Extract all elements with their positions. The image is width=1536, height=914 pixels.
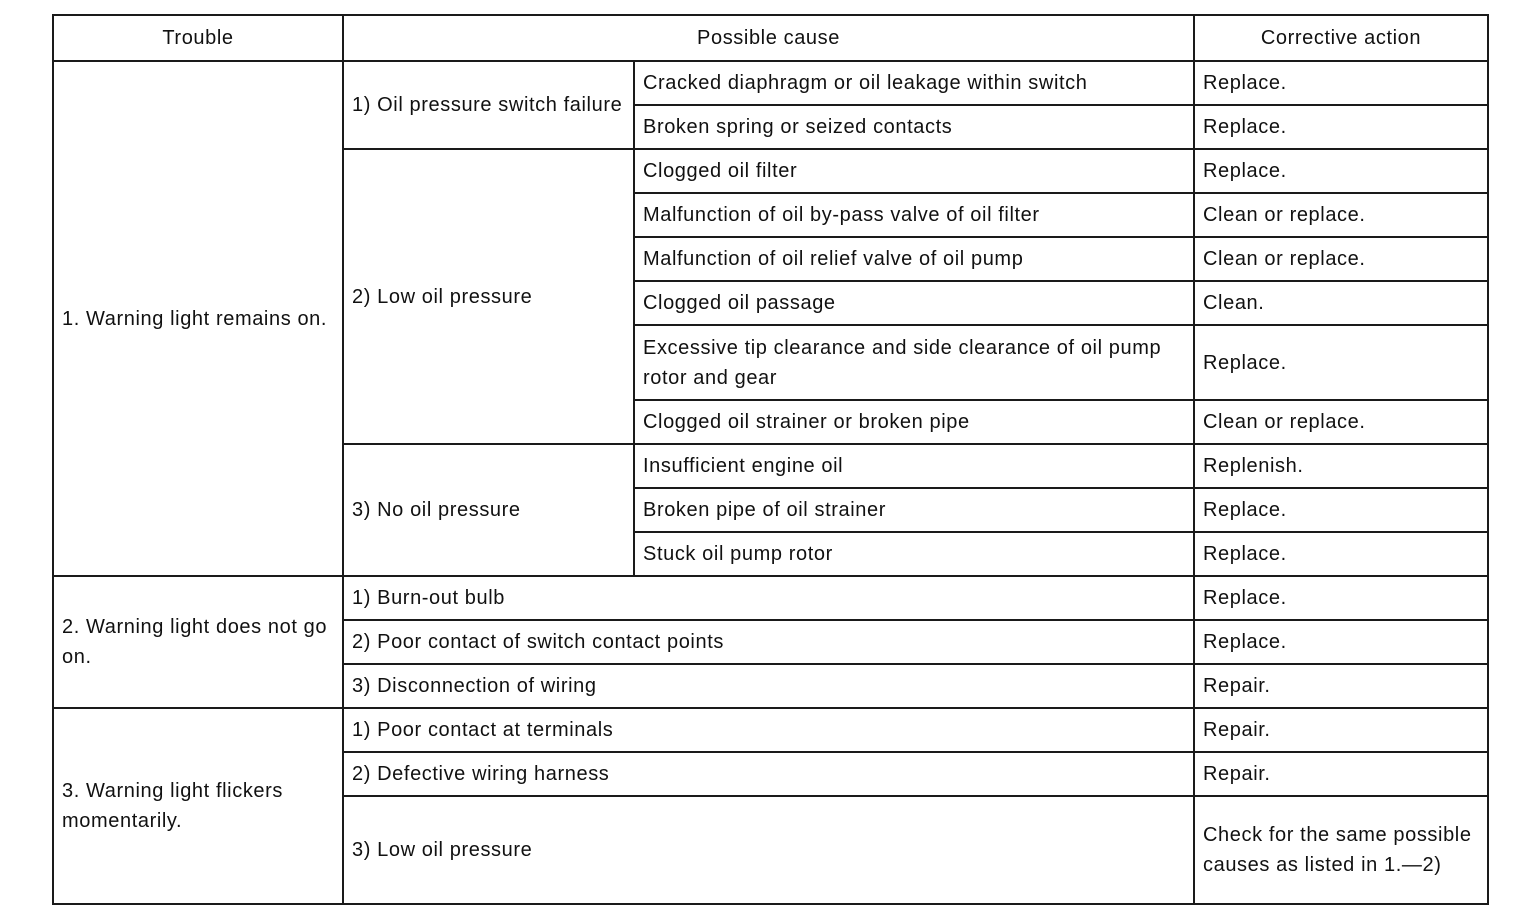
action-cell: Repair. <box>1194 664 1488 708</box>
cause-detail-cell: Cracked diaphragm or oil leakage within switch <box>634 61 1194 105</box>
trouble-cell-3: 3. Warning light flickers momentarily. <box>53 708 343 904</box>
cause-detail-cell: Stuck oil pump rotor <box>634 532 1194 576</box>
cause-detail-cell: Clogged oil passage <box>634 281 1194 325</box>
action-cell: Clean or replace. <box>1194 193 1488 237</box>
action-cell: Check for the same possible causes as listed in 1.—2) <box>1194 796 1488 904</box>
action-cell: Replace. <box>1194 149 1488 193</box>
action-cell: Replace. <box>1194 488 1488 532</box>
table-row <box>53 576 1488 620</box>
header-possible-cause: Possible cause <box>343 15 1194 61</box>
troubleshooting-table <box>52 14 1489 905</box>
cause-cell: 1) Poor contact at terminals <box>343 708 1194 752</box>
header-corrective-action: Corrective action <box>1194 15 1488 61</box>
cause-detail-cell: Clogged oil strainer or broken pipe <box>634 400 1194 444</box>
action-cell: Replace. <box>1194 532 1488 576</box>
action-cell: Replenish. <box>1194 444 1488 488</box>
action-cell: Clean or replace. <box>1194 237 1488 281</box>
cause-detail-cell: Malfunction of oil by-pass valve of oil filter <box>634 193 1194 237</box>
cause-detail-cell: Broken pipe of oil strainer <box>634 488 1194 532</box>
cause-cell: 3) Disconnection of wiring <box>343 664 1194 708</box>
action-cell: Clean or replace. <box>1194 400 1488 444</box>
action-cell: Replace. <box>1194 620 1488 664</box>
cause-cell: 1) Oil pressure switch failure <box>343 61 634 149</box>
cause-cell: 1) Burn-out bulb <box>343 576 1194 620</box>
trouble-cell-2: 2. Warning light does not go on. <box>53 576 343 708</box>
action-cell: Replace. <box>1194 325 1488 400</box>
table-row <box>53 61 1488 105</box>
table-row <box>53 708 1488 752</box>
header-row <box>53 15 1488 61</box>
action-cell: Replace. <box>1194 61 1488 105</box>
cause-cell: 3) No oil pressure <box>343 444 634 576</box>
cause-cell: 2) Low oil pressure <box>343 149 634 444</box>
cause-cell: 2) Defective wiring harness <box>343 752 1194 796</box>
action-cell: Replace. <box>1194 576 1488 620</box>
action-cell: Clean. <box>1194 281 1488 325</box>
cause-detail-cell: Broken spring or seized contacts <box>634 105 1194 149</box>
header-trouble: Trouble <box>53 15 343 61</box>
action-cell: Repair. <box>1194 752 1488 796</box>
cause-cell: 3) Low oil pressure <box>343 796 1194 904</box>
cause-detail-cell: Malfunction of oil relief valve of oil pump <box>634 237 1194 281</box>
cause-detail-cell: Clogged oil filter <box>634 149 1194 193</box>
action-cell: Repair. <box>1194 708 1488 752</box>
action-cell: Replace. <box>1194 105 1488 149</box>
cause-detail-cell: Insufficient engine oil <box>634 444 1194 488</box>
cause-cell: 2) Poor contact of switch contact points <box>343 620 1194 664</box>
cause-detail-cell: Excessive tip clearance and side clearance of oil pump rotor and gear <box>634 325 1194 400</box>
trouble-cell-1: 1. Warning light remains on. <box>53 61 343 576</box>
